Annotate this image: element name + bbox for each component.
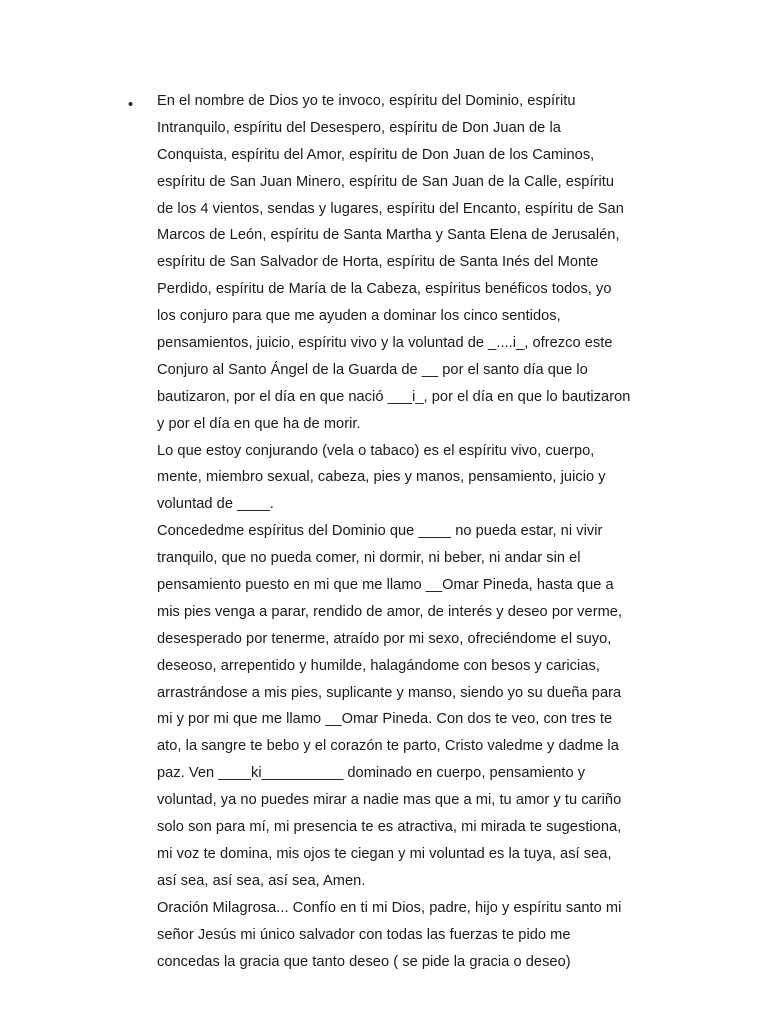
text-line: desesperado por tenerme, atraído por mi sexo, ofreciéndome el suyo, [157,630,612,647]
text-line: espíritu de San Salvador de Horta, espíritu de Santa Inés del Monte [157,254,599,271]
text-line: pensamientos, juicio, espíritu vivo y la voluntad de _....i_, ofrezco este [157,335,613,352]
text-line: señor Jesús mi único salvador con todas las fuerzas te pido me [157,926,571,943]
text-line: así sea, así sea, así sea, Amen. [157,872,366,889]
text-line: de los 4 vientos, sendas y lugares, espíritu del Encanto, espíritu de San [157,200,624,217]
text-line: Intranquilo, espíritu del Desespero, espíritu de Don Juan de la [157,119,561,136]
text-line: solo son para mí, mi presencia te es atractiva, mi mirada te sugestiona, [157,819,622,836]
text-line: Perdido, espíritu de María de la Cabeza, espíritus benéficos todos, yo [157,281,612,298]
text-line: y por el día en que ha de morir. [157,415,361,432]
document-body-text [157,88,677,975]
text-line: En el nombre de Dios yo te invoco, espíritu del Dominio, espíritu [157,93,576,109]
text-line: Concededme espíritus del Dominio que ____ no pueda estar, ni vivir [157,523,603,540]
text-line: espíritu de San Juan Minero, espíritu de San Juan de la Calle, espíritu [157,173,615,190]
text-line: Marcos de León, espíritu de Santa Martha y Santa Elena de Jerusalén, [157,227,620,244]
text-line: bautizaron, por el día en que nació ___i_, por el día en que lo bautizaron [157,388,631,405]
text-line: concedas la gracia que tanto deseo ( se pide la gracia o deseo) [157,953,571,970]
text-line: pensamiento puesto en mi que me llamo __Omar Pineda, hasta que a [157,577,614,594]
text-line: Conjuro al Santo Ángel de la Guarda de __ por el santo día que lo [157,361,588,378]
text-line: mis pies venga a parar, rendido de amor, de interés y deseo por verme, [157,603,623,620]
text-line: voluntad, ya no puedes mirar a nadie mas que a mi, tu amor y tu cariño [157,792,622,809]
bullet-marker: • [128,97,134,113]
text-line: Conquista, espíritu del Amor, espíritu de Don Juan de los Caminos, [157,146,595,163]
text-line: Oración Milagrosa... Confío en ti mi Dios, padre, hijo y espíritu santo mi [157,899,622,916]
text-line: paz. Ven ____ki__________ dominado en cuerpo, pensamiento y [157,765,586,782]
text-line: ato, la sangre te bebo y el corazón te parto, Cristo valedme y dadme la [157,738,619,755]
text-line: mi y por mi que me llamo __Omar Pineda. Con dos te veo, con tres te [157,711,613,728]
text-line: arrastrándose a mis pies, suplicante y manso, siendo yo su dueña para [157,684,622,701]
text-line: deseoso, arrepentido y humilde, halagándome con besos y caricias, [157,657,600,674]
text-line: mente, miembro sexual, cabeza, pies y manos, pensamiento, juicio y [157,469,606,486]
text-line: voluntad de ____. [157,496,274,513]
text-line: Lo que estoy conjurando (vela o tabaco) es el espíritu vivo, cuerpo, [157,442,595,459]
text-line: tranquilo, que no pueda comer, ni dormir, ni beber, ni andar sin el [157,550,581,567]
text-line: mi voz te domina, mis ojos te ciegan y mi voluntad es la tuya, así sea, [157,845,612,862]
text-line: los conjuro para que me ayuden a dominar los cinco sentidos, [157,308,561,325]
